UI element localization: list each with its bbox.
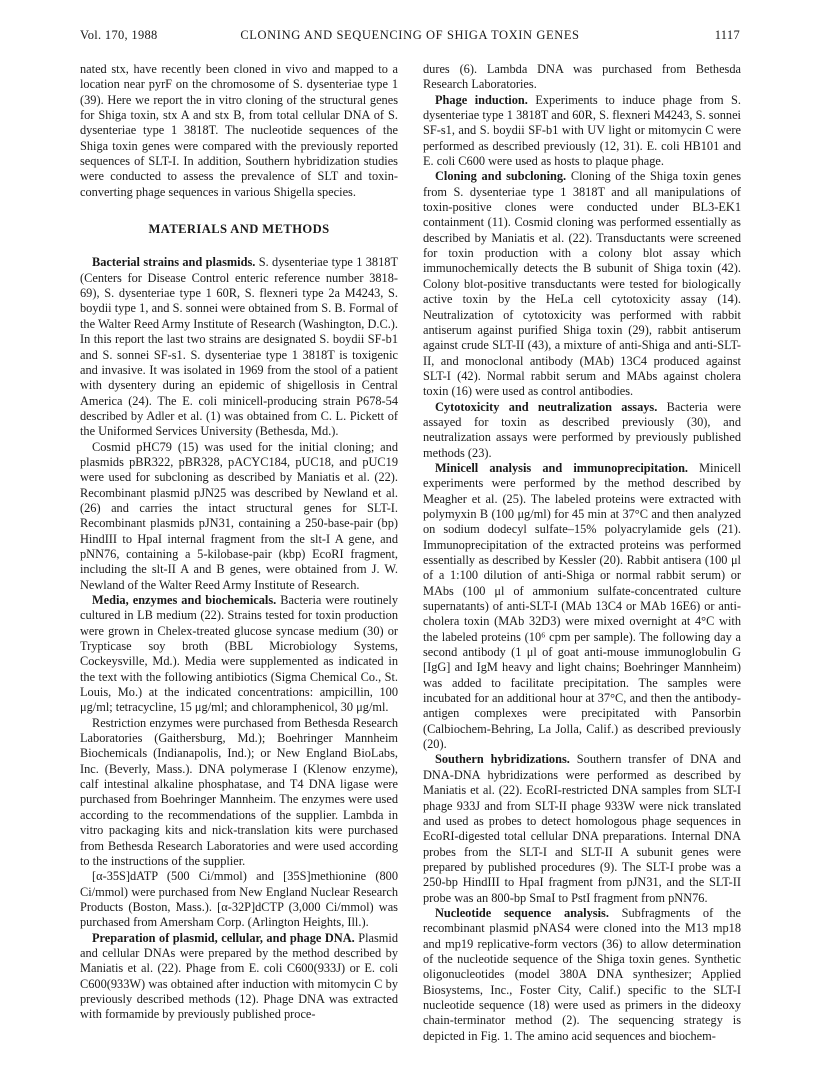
left-column [80,62,398,1023]
paragraph-heading: Nucleotide sequence analysis. [435,905,609,920]
media-paragraph [80,593,398,716]
cosmid-paragraph: Cosmid pHC79 (15) was used for the initial cloning; and plasmids pBR322, pBR328, pACYC184, pUC18, and pUC19 were used for subcloning as described by Maniatis et al. (22). Recombinant plasmid pJN25 was described by Newland et al. (26) and carries the intact structural genes for SLT-I. Recombinant plasmids pJN31, containing a 250-base-pair (bp) HindIII to HpaI internal fragment from the slt-I A gene, and pNN76, containing a 5-kilobase-pair (kbp) EcoRI fragment, including the slt-II A and B genes, were obtained from J. W. Newland of the Walter Reed Army Institute of Research. [80,439,398,592]
southern-paragraph [423,752,741,905]
paragraph-heading: Southern hybridizations. [435,752,570,767]
paragraph-text: Cloning of the Shiga toxin genes from S. dysenteriae type 1 3818T and all manipulations of toxin-positive clones were conducted under BL3-EK1 containment (11). Cosmid cloning was performed essentially as described by Maniatis et al. (22). Transductants were screened for toxin production with a colony blot assay which immunochemically detects the B subunit of Shiga toxin (42). Colony blot-positive transductants were tested for biologically active toxin by the HeLa cell cytotoxicity assay (14). Neutralization of cytotoxicity was performed with rabbit antiserum against purified Shiga toxin (29), rabbit antiserum against crude SLT-II (43), a mixture of anti-Shiga and anti-SLT-II, and monoclonal antibody (MAb) 13C4 produced against SLT-I (42). Normal rabbit serum and MAbs against cholera toxin (16) were used as control antibodies. [423,169,741,399]
paragraph-text: S. dysenteriae type 1 3818T (Centers for Disease Control enteric reference number 3818-69), S. dysenteriae type 1 60R, S. flexneri type 2a M4243, S. boydii type 1, and S. sonnei were obtained from S. B. Formal of the Walter Reed Army Institute of Research (Washington, D.C.). In this report the last two strains are designated S. boydii SF-b1 and S. sonnei SF-s1. S. dysenteriae type 1 3818T is toxigenic and invasive. It was isolated in 1969 from the stool of a patient with dysentery during an epidemic of shigellosis in Central America (24). The E. coli minicell-producing strain P678-54 described by Adler et al. (1) was obtained from C. L. Pickett of the Uniformed Services University (Bethesda, Md.). [80,255,398,439]
paragraph-heading: Phage induction. [435,92,528,107]
paragraph-text: Experiments to induce phage from S. dysenteriae type 1 3818T and 60R, S. flexneri M4243, S. sonnei SF-s1, and S. boydii SF-b1 with UV light or mitomycin C were performed as described previously (12, 31). E. coli HB101 and E. coli C600 were used as hosts to plaque phage. [423,92,742,169]
paragraph-text: Bacteria were routinely cultured in LB medium (22). Strains tested for toxin production were grown in Chelex-treated glucose syncase medium (30) or Trypticase soy broth (BBL Microbiology Systems, Cockeysville, Md.). Media were supplemented as indicated in the text with the following antibiotics (Sigma Chemical Co., St. Louis, Mo.) at the indicated concentrations: ampicillin, 100 μg/ml; tetracycline, 15 μg/ml; and chloramphenicol, 30 μg/ml. [80,593,398,715]
isotopes-paragraph: [α-35S]dATP (500 Ci/mmol) and [35S]methionine (800 Ci/mmol) were purchased from New England Nuclear Research Products (Boston, Mass.). [α-32P]dCTP (3,000 Ci/mmol) was purchased from Amersham Corp. (Arlington Heights, Ill.). [80,869,398,930]
cloning-paragraph [423,169,741,399]
restriction-enzymes-paragraph: Restriction enzymes were purchased from Bethesda Research Laboratories (Gaithersburg, Md.); Boehringer Mannheim Biochemicals (Indianapolis, Ind.); or New England BioLabs, Inc. (Beverly, Mass.). DNA polymerase I (Klenow enzyme), calf intestinal alkaline phosphatase, and T4 DNA ligase were purchased from Boehringer Mannheim. The enzymes were used according to the recommendations of the supplier. Lambda in vitro packaging kits and nick-translation kits were purchased from Bethesda Research Laboratories and were used according to the instructions of the supplier. [80,715,398,868]
paragraph-text: Southern transfer of DNA and DNA-DNA hybridizations were performed as described by Maniatis et al. (22). EcoRI-restricted DNA samples from SLT-I phage 933J and from SLT-II phage 933W were nick translated and used as probes to detect homologous phage sequences in EcoRI-digested total cellular DNA preparations. Internal DNA probes from the SLT-I and SLT-II A subunit genes were prepared by published procedures (9). The SLT-I probe was a 250-bp HindIII to HpaI fragment from pJN31, and the SLT-II probe was an 800-bp SmaI to PstI fragment from pNN76. [423,752,741,905]
volume-label: Vol. 170, 1988 [80,28,158,42]
paragraph-heading: Cytotoxicity and neutralization assays. [435,399,658,414]
paragraph-text: Plasmid and cellular DNAs were prepared by the method described by Maniatis et al. (22). Phage from E. coli C600(933J) or E. coli C600(933W) was obtained after induction with mitomycin C by previously described methods (12). Phage DNA was extracted with formamide by previously published proce- [80,930,398,1022]
continued-paragraph: dures (6). Lambda DNA was purchased from Bethesda Research Laboratories. [423,62,741,92]
paragraph-text: Bacteria were assayed for toxin as described previously (30), and neutralization assays were performed by previously published methods (23). [423,399,742,460]
intro-paragraph: nated stx, have recently been cloned in vivo and mapped to a location near pyrF on the chromosome of S. dysenteriae type 1 (39). Here we report the in vitro cloning of the structural genes for Shiga toxin, stx A and stx B, from total cellular DNA of S. dysenteriae type 1 3818T. The nucleotide sequences of the Shiga toxin genes were compared with the previously reported sequences of SLT-I. In addition, Southern hybridization studies were conducted to assess the prevalence of SLT and toxin-converting phage sequences in various Shigella species. [80,62,398,199]
right-column [423,62,741,1044]
page-number: 1117 [714,28,740,42]
paragraph-text: Minicell experiments were performed by the method described by Meagher et al. (25). The labeled proteins were extracted with polymyxin B (100 μg/ml) for 45 min at 37°C and then analyzed on sodium dodecyl sulfate–15% polyacrylamide gels (21). Immunoprecipitation of the extracted proteins was performed essentially as described by Kessler (20). Rabbit antisera (100 μl of a 1:100 dilution of anti-Shiga or normal rabbit serum) or MAbs (100 μl of ammonium sulfate-concentrated culture supernatants) of anti-SLT-I (MAb 13C4 or MAb 16E6) or anti-cholera toxin (MAb 32D3) were mixed overnight at 4°C with the labeled proteins (10⁶ cpm per sample). The following day a second antibody (1 μl of goat anti-mouse immunoglobulin G [IgG] and IgM heavy and light chains; Boehringer Mannheim) was added to facilitate precipitation. The samples were incubated for an additional hour at 37°C, and then the antibody-antigen complexes were precipitated with Pansorbin (Calbiochem-Behring, La Jolla, Calif.) as described previously (20). [423,460,741,752]
dna-preparation-paragraph [80,931,398,1023]
minicell-paragraph [423,461,741,753]
page-header [80,28,740,46]
paragraph-text: Subfragments of the recombinant plasmid pNAS4 were cloned into the M13 mp18 and mp19 replicative-form vectors (36) to allow determination of the nucleotide sequence of the Shiga toxin genes. Synthetic oligonucleotides (model 380A DNA synthesizer; Applied Biosystems, Inc., Foster City, Calif.) specific to the SLT-I nucleotide sequence (18) were used as primers in the dideoxy chain-terminator method (2). The sequencing strategy is depicted in Fig. 1. The amino acid sequences and biochem- [423,905,742,1043]
phage-induction-paragraph [423,93,741,170]
paragraph-heading: Media, enzymes and biochemicals. [92,593,277,607]
paragraph-heading: Cloning and subcloning. [435,169,567,184]
paragraph-heading: Bacterial strains and plasmids. [92,255,256,270]
cytotoxicity-paragraph [423,400,741,461]
nucleotide-paragraph [423,906,741,1044]
paragraph-heading: Preparation of plasmid, cellular, and phage DNA. [92,930,355,945]
paragraph-heading: Minicell analysis and immunoprecipitation. [435,460,689,475]
section-heading-materials-methods: MATERIALS AND METHODS [148,222,330,237]
bacterial-strains-paragraph [80,255,398,439]
running-title: CLONING AND SEQUENCING OF SHIGA TOXIN GENES [240,28,580,42]
